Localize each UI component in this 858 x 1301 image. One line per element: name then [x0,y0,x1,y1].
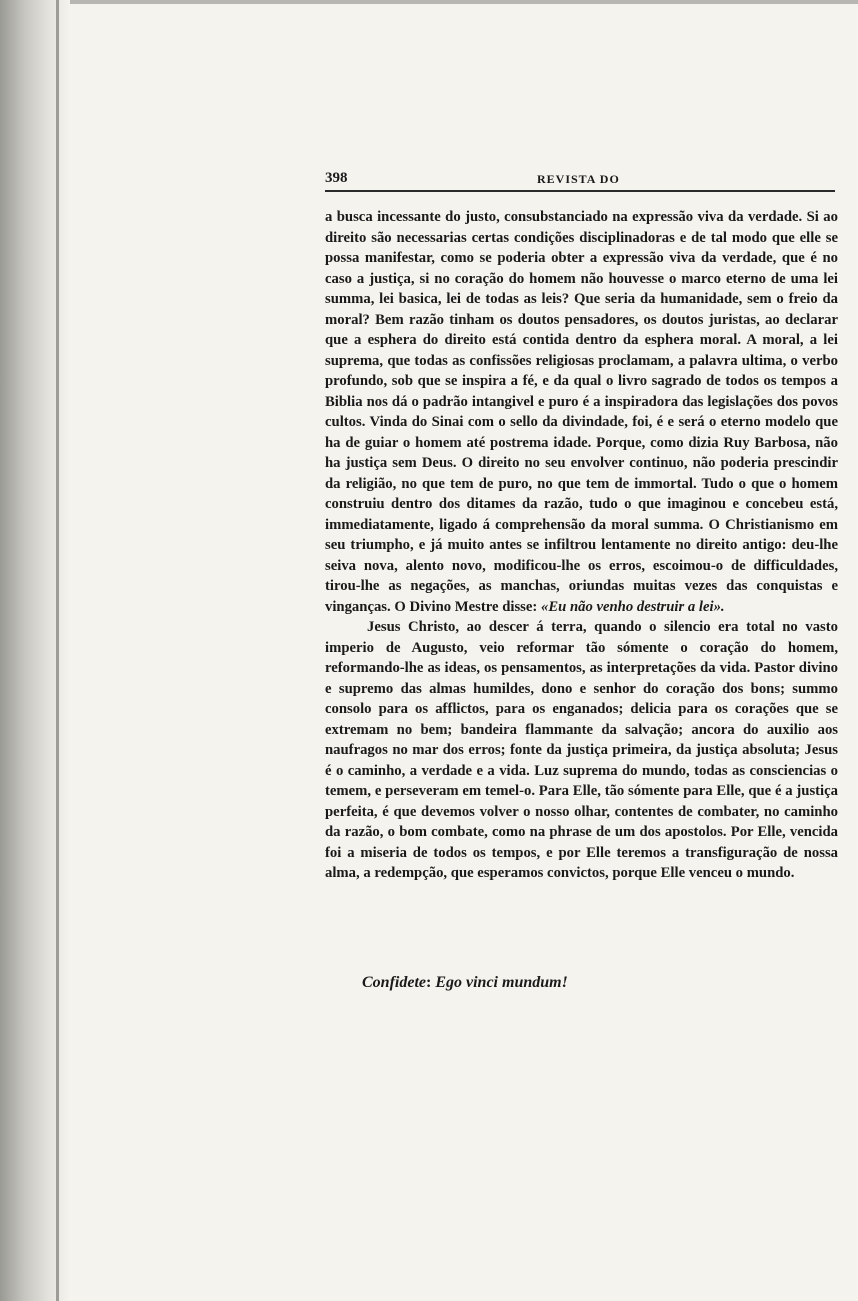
scan-gutter-shadow [0,0,70,1301]
paragraph-1-text: a busca incessante do justo, consubstanciado na expressão viva da verdade. Si ao direito são necessarias certas condições disciplinadoras e de tal modo que elle se possa manifestar, como se poderia obter a expressão viva da verdade, que é no caso a justiça, si no coração do homem não houvesse o marco eterno de uma lei summa, lei basica, lei de todas as leis? Que seria da humanidade, sem o freio da moral? Bem razão tinham os doutos pensadores, os doutos juristas, ao declarar que a esphera do direito está contida dentro da esphera moral. A moral, a lei suprema, que todas as confissões religiosas proclamam, a palavra ultima, o verbo profundo, sob que se inspira a fé, e da qual o livro sagrado de todos os tempos a Biblia nos dá o padrão intangivel e puro é a inspiradora das legislações dos povos cultos. Vinda do Sinai com o sello da divindade, foi, é e será o eterno modelo que ha de guiar o homem até postrema idade. Porque, como dizia Ruy Barbosa, não ha justiça sem Deus. O direito no seu envolver continuo, não poderia prescindir da religião, no que tem de puro, no que tem de immortal. Tudo o que o homem construiu dentro dos ditames da razão, tudo o que imaginou e concebeu está, immediatamente, ligado á comprehensão da moral summa. O Christianismo em seu triumpho, e já muito antes se infiltrou lentamente no direito antigo: deu-lhe seiva nova, alento novo, modificou-lhe os erros, escoimou-o de difficuldades, tirou-lhe as negações, as manchas, oriundas muitas vezes das conquistas e vinganças. O Divino Mestre disse: [325,209,838,615]
binding-edge [56,0,59,1301]
running-title: REVISTA DO [537,172,620,186]
closing-word: Confidete [362,974,426,991]
page-number: 398 [325,170,348,186]
closing-motto [362,974,568,992]
page-header [325,170,835,192]
article-body [325,207,838,884]
closing-separator: : [426,974,432,991]
closing-phrase: Ego vinci mundum! [435,974,568,991]
scan-top-edge [0,0,858,4]
header-rule [325,190,835,192]
paragraph-2: Jesus Christo, ao descer á terra, quando o silencio era total no vasto imperio de Augusto, veio reformar tão sómente o coração do homem, reformando-lhe as ideas, os pensamentos, as interpretações da vida. Pastor divino e supremo das almas humildes, dono e senhor do coração dos bons; summo consolo para os afflictos, para os enganados; delicia para os corações que se extremam no bem; bandeira flammante da salvação; ancora do auxilio aos naufragos no mar dos erros; fonte da justiça primeira, da justiça absoluta; Jesus é o caminho, a verdade e a vida. Luz suprema do mundo, todas as consciencias o temem, e perseveram em temel-o. Para Elle, tão sómente para Elle, que é a justiça perfeita, é que devemos volver o nosso olhar, contentes de combater, no caminho da razão, o bom combate, como na phrase de um dos apostolos. Por Elle, vencida foi a miseria de todos os tempos, e por Elle teremos a transfiguração de nossa alma, a redempção, que esperamos convictos, porque Elle venceu o mundo. [325,619,838,881]
paragraph-1-quote: «Eu não venho destruir a lei». [540,598,725,615]
paragraph-1 [325,207,838,617]
